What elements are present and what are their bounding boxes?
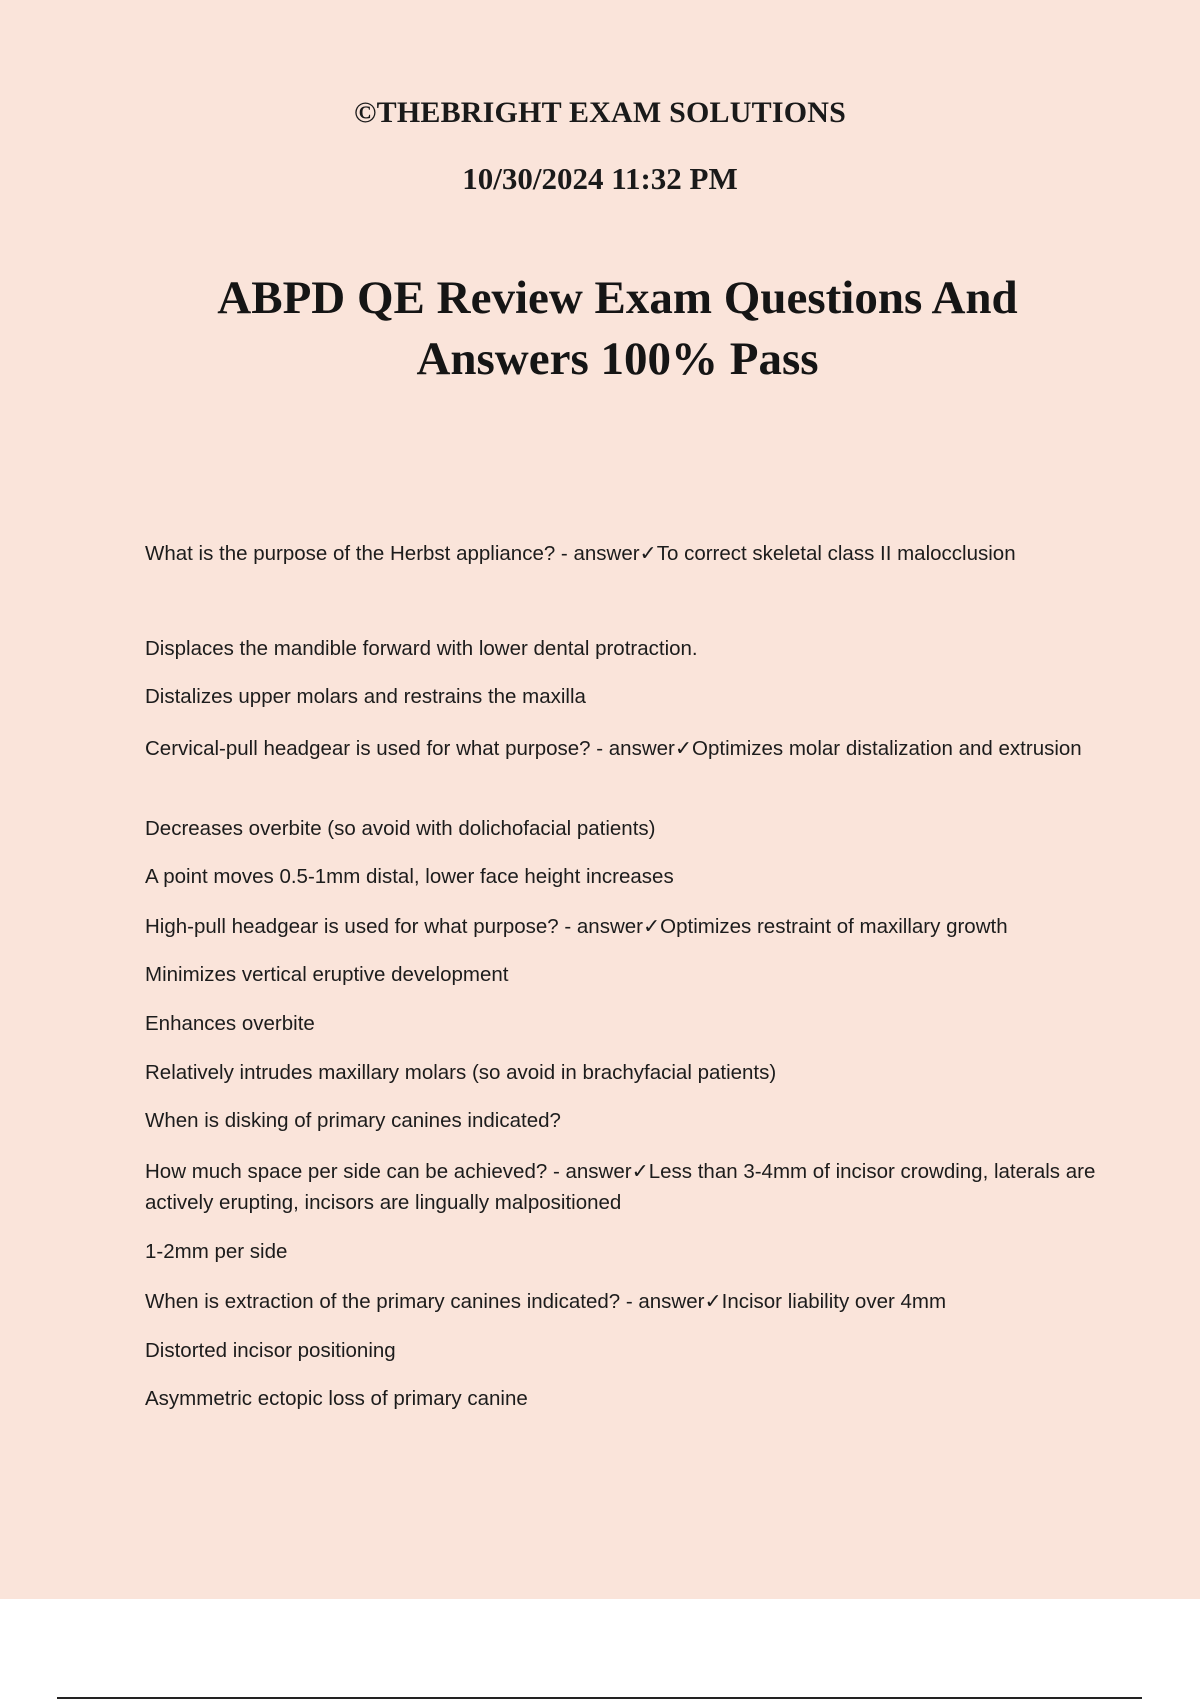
qa-line: Relatively intrudes maxillary molars (so avoid in brachyfacial patients) [145,1061,777,1084]
qa-line: Minimizes vertical eruptive development [145,963,509,986]
qa-line: Displaces the mandible forward with lower dental protraction. [145,637,698,660]
qa-line: Decreases overbite (so avoid with dolichofacial patients) [145,817,656,840]
qa-line: When is disking of primary canines indicated? [145,1109,561,1132]
qa-line-herbst-question: What is the purpose of the Herbst appliance? - answer✓To correct skeletal class II malocclusion [145,542,1016,565]
qa-line: Asymmetric ectopic loss of primary canine [145,1387,528,1410]
qa-line: Distalizes upper molars and restrains the maxilla [145,685,586,708]
qa-line-cervical-question: Cervical-pull headgear is used for what purpose? - answer✓Optimizes molar distalization and extrusion [145,737,1082,760]
qa-line: A point moves 0.5-1mm distal, lower face height increases [145,865,674,888]
qa-line-extraction-question: When is extraction of the primary canines indicated? - answer✓Incisor liability over 4mm [145,1290,947,1313]
qa-line-highpull-question: High-pull headgear is used for what purpose? - answer✓Optimizes restraint of maxillary growth [145,915,1008,938]
title-line-2: Answers 100% Pass [416,333,819,385]
document-title [150,268,1085,390]
copyright-line: ©THEBRIGHT EXAM SOLUTIONS [354,96,846,129]
qa-line-space-question: How much space per side can be achieved? - answer✓Less than 3-4mm of incisor crowding, laterals are actively erupting, incisors are lingually malpositioned [145,1160,1096,1214]
footer-divider [57,1697,1142,1699]
qa-line: Distorted incisor positioning [145,1339,396,1362]
qa-line: Enhances overbite [145,1012,315,1035]
title-line-1: ABPD QE Review Exam Questions And [217,272,1018,324]
qa-line: 1-2mm per side [145,1240,288,1263]
timestamp: 10/30/2024 11:32 PM [462,161,738,196]
